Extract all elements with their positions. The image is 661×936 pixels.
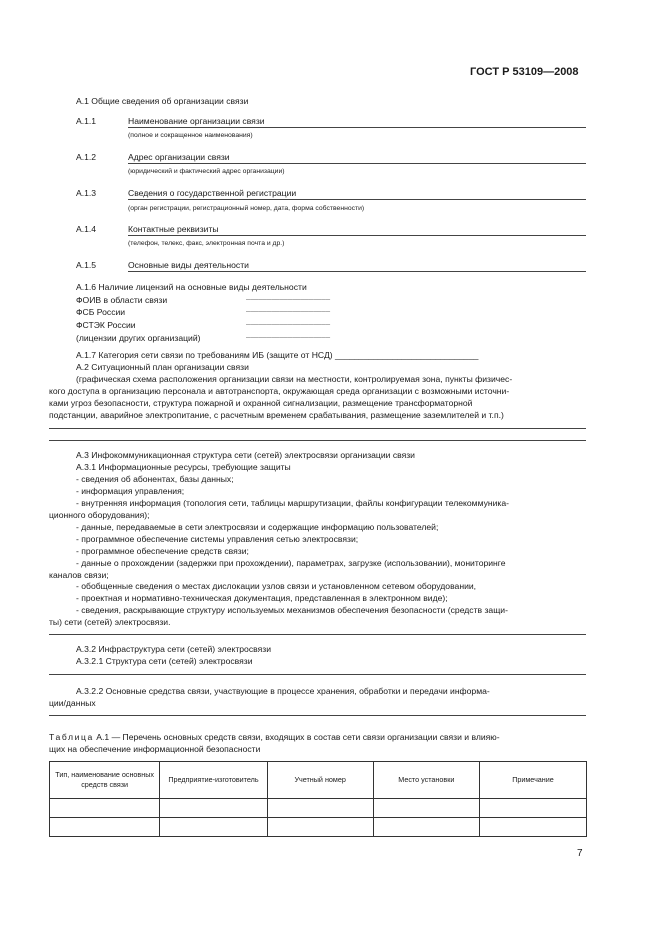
fill-line bbox=[49, 440, 586, 441]
list-item: - данные о прохождении (задержки при прохождении), параметрах, загрузке (использовании), мониторинге bbox=[76, 558, 506, 568]
section-a322-line: ции/данных bbox=[49, 698, 96, 708]
table-row bbox=[50, 799, 587, 818]
section-a322-line: А.3.2.2 Основные средства связи, участвующие в процессе хранения, обработки и передачи информа- bbox=[76, 686, 490, 696]
section-a32-title: А.3.2 Инфраструктура сети (сетей) электросвязи bbox=[76, 644, 271, 654]
item-label: Адрес организации связи bbox=[128, 152, 230, 162]
section-a17: А.1.7 Категория сети связи по требованиям ИБ (защите от НСД) ______________________________ bbox=[76, 350, 479, 360]
text-line: (графическая схема расположения организации связи на местности, контролируемая зона, пункты физичес- bbox=[76, 374, 513, 384]
fill-line bbox=[128, 163, 586, 164]
table-cell bbox=[373, 818, 479, 837]
item-number: А.1.3 bbox=[76, 188, 97, 198]
license-blank: ____________________ bbox=[246, 294, 331, 302]
text-line: кого доступа в организацию персонала и автотранспорта, окружающая среда организации с возможными источни- bbox=[49, 386, 510, 396]
list-item: ционного оборудования); bbox=[49, 510, 150, 520]
table-caption bbox=[49, 731, 500, 743]
list-item: - сведения об абонентах, базы данных; bbox=[76, 474, 234, 484]
license-blank: ____________________ bbox=[246, 319, 331, 327]
item-number: А.1.1 bbox=[76, 116, 97, 126]
list-item: - программное обеспечение средств связи; bbox=[76, 546, 249, 556]
fill-line bbox=[49, 428, 586, 429]
table-header-cell: Место установки bbox=[373, 762, 479, 799]
item-note: (полное и сокращенное наименования) bbox=[128, 132, 253, 139]
list-item: - сведения, раскрывающие структуру используемых механизмов обеспечения безопасности (средств защи- bbox=[76, 605, 508, 615]
section-a3-title: А.3 Инфокоммуникационная структура сети (сетей) электросвязи организации связи bbox=[76, 450, 415, 460]
table-header-cell: Учетный номер bbox=[267, 762, 373, 799]
table-caption-line2: щих на обеспечение информационной безопасности bbox=[49, 744, 261, 754]
document-id: ГОСТ Р 53109—2008 bbox=[470, 66, 579, 78]
section-a1-title: А.1 Общие сведения об организации связи bbox=[76, 96, 249, 106]
table-cell bbox=[50, 799, 160, 818]
fill-line bbox=[49, 674, 586, 675]
item-note: (телефон, телекс, факс, электронная почта и др.) bbox=[128, 240, 285, 247]
list-item: - данные, передаваемые в сети электросвязи и содержащие информацию пользователей; bbox=[76, 522, 439, 532]
item-label: Наименование организации связи bbox=[128, 116, 265, 126]
license-label: ФСТЭК России bbox=[76, 320, 136, 330]
fill-line bbox=[128, 271, 586, 272]
section-a16-title: А.1.6 Наличие лицензий на основные виды деятельности bbox=[76, 282, 307, 292]
list-item: ты) сети (сетей) электросвязи. bbox=[49, 617, 171, 627]
item-label: Основные виды деятельности bbox=[128, 260, 249, 270]
item-number: А.1.5 bbox=[76, 260, 97, 270]
item-label: Контактные реквизиты bbox=[128, 224, 219, 234]
license-blank: ____________________ bbox=[246, 306, 331, 314]
table-cell bbox=[373, 799, 479, 818]
section-a2-title: А.2 Ситуационный план организации связи bbox=[76, 362, 249, 372]
table-header-row bbox=[50, 762, 587, 799]
fill-line bbox=[128, 199, 586, 200]
table-caption-prefix: Таблица bbox=[49, 732, 94, 742]
table-cell bbox=[267, 799, 373, 818]
item-label: Сведения о государственной регистрации bbox=[128, 188, 297, 198]
item-note: (орган регистрации, регистрационный номер, дата, форма собственности) bbox=[128, 205, 365, 212]
table-header-cell: Примечание bbox=[479, 762, 586, 799]
list-item: - программное обеспечение системы управления сетью электросвязи; bbox=[76, 534, 359, 544]
text-line: подстанции, аварийное электропитание, с расчетным временем срабатывания, размещение заземлителей и т.п.) bbox=[49, 410, 504, 420]
assets-table bbox=[49, 761, 587, 837]
license-label: (лицензии других организаций) bbox=[76, 333, 201, 343]
table-caption-text: А.1 — Перечень основных средств связи, входящих в состав сети связи организации связи и влияю- bbox=[93, 732, 500, 742]
page-number: 7 bbox=[577, 848, 583, 859]
item-number: А.1.4 bbox=[76, 224, 97, 234]
list-item: - внутренняя информация (топология сети, таблицы маршрутизации, файлы конфигурации телекоммуника- bbox=[76, 498, 510, 508]
item-note: (юридический и фактический адрес организации) bbox=[128, 168, 285, 175]
item-number: А.1.2 bbox=[76, 152, 97, 162]
license-label: ФСБ России bbox=[76, 307, 126, 317]
list-item: - обобщенные сведения о местах дислокации узлов связи и установленном сетевом оборудовании, bbox=[76, 581, 477, 591]
section-a31-title: А.3.1 Информационные ресурсы, требующие защиты bbox=[76, 462, 291, 472]
section-a321-title: А.3.2.1 Структура сети (сетей) электросвязи bbox=[76, 656, 253, 666]
fill-line bbox=[128, 235, 586, 236]
list-item: - проектная и нормативно-техническая документация, представленная в электронном виде); bbox=[76, 593, 448, 603]
table-header-cell: Тип, наименование основных средств связи bbox=[50, 762, 160, 799]
fill-line bbox=[128, 127, 586, 128]
table-cell bbox=[50, 818, 160, 837]
list-item: - информация управления; bbox=[76, 486, 185, 496]
table-cell bbox=[479, 799, 586, 818]
table-cell bbox=[160, 818, 267, 837]
table-cell bbox=[267, 818, 373, 837]
fill-line bbox=[49, 634, 586, 635]
table-cell bbox=[160, 799, 267, 818]
list-item: каналов связи; bbox=[49, 570, 109, 580]
table-cell bbox=[479, 818, 586, 837]
table-row bbox=[50, 818, 587, 837]
license-label: ФОИВ в области связи bbox=[76, 295, 168, 305]
table-header-cell: Предприятие-изготовитель bbox=[160, 762, 267, 799]
license-blank: ____________________ bbox=[246, 332, 331, 340]
text-line: ками угроз безопасности, структура пожарной и охранной сигнализации, размещение трансформаторной bbox=[49, 398, 473, 408]
fill-line bbox=[49, 715, 586, 716]
